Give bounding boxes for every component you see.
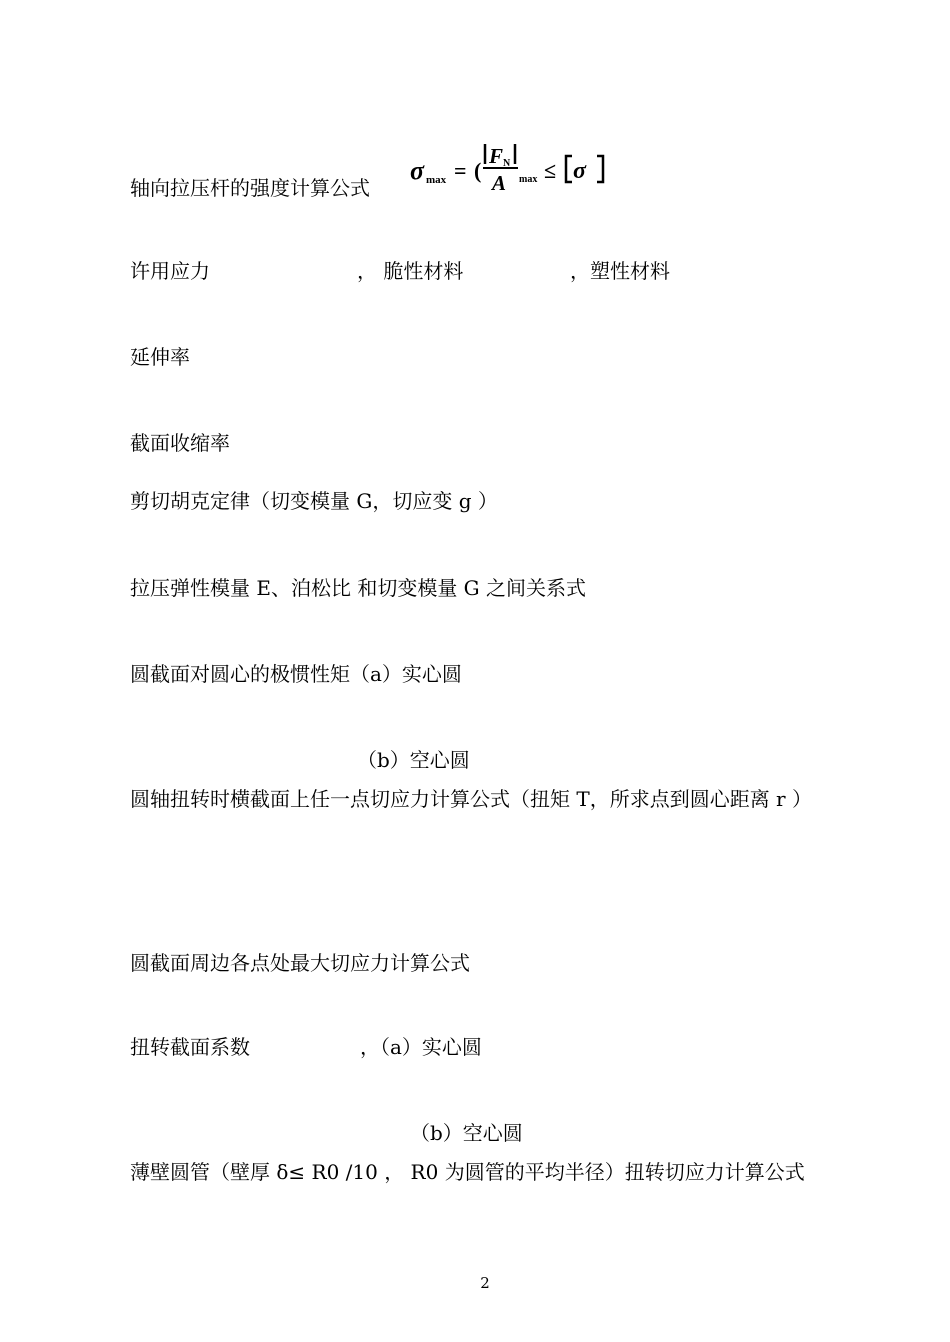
page-number: 2 xyxy=(480,1274,490,1292)
formula-bracket-left xyxy=(566,156,572,182)
area-reduction-text: 截面收缩率 xyxy=(130,431,230,455)
shear-hooke-text: 剪切胡克定律（切变模量 G，切应变 g ） xyxy=(130,489,498,513)
polar-inertia-hollow-text: （b）空心圆 xyxy=(357,748,470,772)
torsion-modulus-text: 扭转截面系数 xyxy=(130,1035,250,1059)
shear-stress-point-text: 圆轴扭转时横截面上任一点切应力计算公式（扭矩 T，所求点到圆心距离 r ） xyxy=(130,787,812,811)
formula-open-paren: ( xyxy=(474,158,482,183)
formula-close-subscript: max xyxy=(519,174,538,185)
formula-numerator-subscript: N xyxy=(503,158,511,169)
formula-denominator: A xyxy=(492,171,507,195)
thin-wall-text: 薄壁圆管（壁厚 δ≤ R0 /10 ， R0 为圆管的平均半径）扭转切应力计算公式 xyxy=(130,1160,805,1184)
plastic-material-text: ，塑性材料 xyxy=(570,259,670,283)
axial-strength-text: 轴向拉压杆的强度计算公式 xyxy=(130,176,370,200)
formula-sigma: σ xyxy=(410,156,425,185)
formula-bracket-sigma: σ xyxy=(573,158,586,184)
max-shear-stress-text: 圆截面周边各点处最大切应力计算公式 xyxy=(130,951,470,975)
formula-numerator: F xyxy=(489,144,504,168)
allowable-stress-text: 许用应力 xyxy=(130,259,210,283)
formula-sigma-subscript: max xyxy=(426,174,447,186)
formula-equals: = xyxy=(454,158,467,183)
axial-strength-formula xyxy=(408,138,613,196)
formula-bracket-right xyxy=(597,156,603,182)
torsion-solid-text: ，（a）实心圆 xyxy=(360,1035,482,1059)
brittle-material-text: ， 脆性材料 xyxy=(357,259,464,283)
formula-leq: ≤ xyxy=(544,158,557,183)
elastic-relation-text: 拉压弹性模量 E、泊松比 和切变模量 G 之间关系式 xyxy=(130,576,587,600)
torsion-hollow-text: （b）空心圆 xyxy=(410,1121,523,1145)
elongation-text: 延伸率 xyxy=(130,345,190,369)
polar-inertia-text: 圆截面对圆心的极惯性矩（a）实心圆 xyxy=(130,662,462,686)
